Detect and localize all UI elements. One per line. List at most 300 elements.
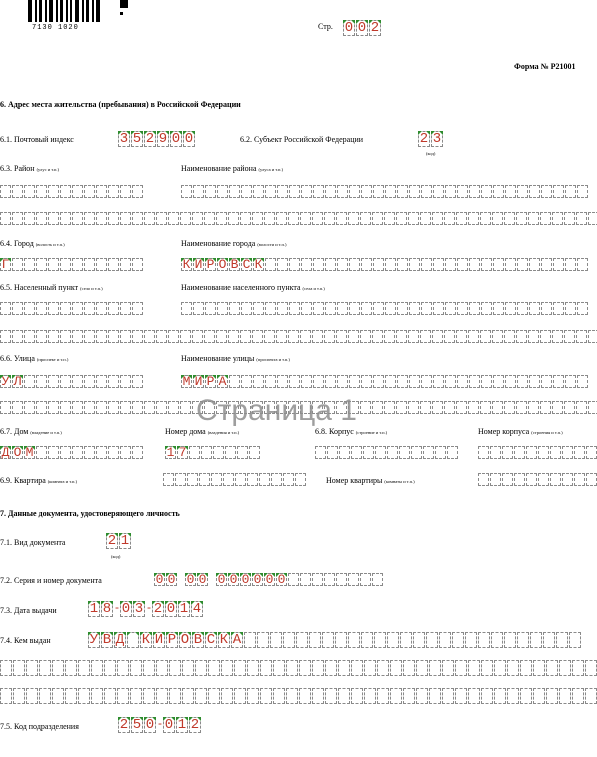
char-cell[interactable]: 2 — [119, 717, 129, 733]
char-cell[interactable] — [253, 375, 264, 388]
char-cell[interactable] — [397, 375, 408, 388]
char-cell[interactable] — [228, 330, 239, 343]
char-cell[interactable] — [84, 375, 95, 388]
char-cell[interactable] — [312, 573, 323, 586]
char-cell[interactable] — [360, 573, 371, 586]
char-cell[interactable] — [385, 302, 396, 315]
char-cell[interactable] — [193, 185, 204, 198]
char-cell[interactable] — [372, 330, 383, 343]
char-cell[interactable]: 8 — [102, 601, 112, 617]
apartment-number-field[interactable] — [478, 473, 597, 486]
char-cell[interactable] — [96, 258, 107, 271]
char-cell[interactable] — [444, 212, 455, 225]
char-cell[interactable]: И — [154, 632, 164, 648]
char-cell[interactable] — [505, 185, 516, 198]
char-cell[interactable] — [132, 212, 143, 225]
street-type-field[interactable] — [0, 375, 144, 388]
char-cell[interactable] — [276, 212, 287, 225]
char-cell[interactable] — [469, 302, 480, 315]
char-cell[interactable] — [72, 446, 83, 459]
char-cell[interactable] — [396, 212, 407, 225]
char-cell[interactable] — [420, 330, 431, 343]
char-cell[interactable] — [564, 401, 575, 414]
char-cell[interactable] — [273, 660, 285, 676]
char-cell[interactable] — [372, 401, 383, 414]
char-cell[interactable] — [52, 688, 64, 704]
char-cell[interactable] — [373, 302, 384, 315]
char-cell[interactable] — [195, 688, 207, 704]
char-cell[interactable] — [300, 573, 311, 586]
char-cell[interactable] — [96, 401, 107, 414]
char-cell[interactable] — [400, 632, 412, 648]
char-cell[interactable] — [277, 302, 288, 315]
char-cell[interactable] — [456, 401, 467, 414]
char-cell[interactable] — [168, 330, 179, 343]
char-cell[interactable] — [541, 375, 552, 388]
char-cell[interactable]: 2 — [419, 131, 429, 147]
char-cell[interactable] — [552, 330, 563, 343]
char-cell[interactable]: 0 — [277, 572, 286, 587]
char-cell[interactable] — [12, 185, 23, 198]
char-cell[interactable] — [517, 632, 529, 648]
division-code-field[interactable]: 2 5 0 - 0 1 2 — [119, 716, 200, 733]
char-cell[interactable] — [265, 185, 276, 198]
char-cell[interactable] — [72, 330, 83, 343]
char-cell[interactable] — [553, 375, 564, 388]
char-cell[interactable] — [182, 660, 194, 676]
char-cell[interactable] — [338, 688, 350, 704]
char-cell[interactable] — [12, 212, 23, 225]
char-cell[interactable] — [132, 401, 143, 414]
char-cell[interactable] — [204, 330, 215, 343]
char-cell[interactable] — [143, 688, 155, 704]
char-cell[interactable]: 3 — [432, 131, 442, 147]
char-cell[interactable] — [301, 302, 312, 315]
char-cell[interactable] — [52, 660, 64, 676]
char-cell[interactable] — [432, 330, 443, 343]
char-cell[interactable] — [553, 258, 564, 271]
char-cell[interactable] — [574, 446, 585, 459]
char-cell[interactable] — [445, 185, 456, 198]
char-cell[interactable] — [530, 632, 542, 648]
char-cell[interactable] — [543, 632, 555, 648]
char-cell[interactable] — [385, 375, 396, 388]
char-cell[interactable] — [60, 375, 71, 388]
char-cell[interactable] — [65, 688, 77, 704]
char-cell[interactable] — [564, 212, 575, 225]
char-cell[interactable] — [312, 212, 323, 225]
char-cell[interactable] — [252, 330, 263, 343]
char-cell[interactable] — [313, 185, 324, 198]
char-cell[interactable] — [469, 258, 480, 271]
char-cell[interactable] — [481, 302, 492, 315]
char-cell[interactable] — [270, 632, 282, 648]
char-cell[interactable] — [72, 258, 83, 271]
char-cell[interactable] — [168, 212, 179, 225]
char-cell[interactable] — [204, 212, 215, 225]
char-cell[interactable] — [309, 632, 321, 648]
char-cell[interactable] — [577, 375, 588, 388]
city-name-field[interactable] — [181, 258, 589, 271]
char-cell[interactable] — [180, 212, 191, 225]
char-cell[interactable] — [240, 212, 251, 225]
char-cell[interactable] — [91, 688, 103, 704]
char-cell[interactable] — [315, 446, 326, 459]
district-type-field[interactable] — [0, 185, 144, 198]
char-cell[interactable]: Г — [1, 257, 10, 272]
char-cell[interactable]: 0 — [164, 717, 174, 733]
char-cell[interactable] — [36, 330, 47, 343]
char-cell[interactable] — [205, 185, 216, 198]
char-cell[interactable] — [447, 446, 458, 459]
char-cell[interactable] — [585, 688, 597, 704]
char-cell[interactable] — [421, 375, 432, 388]
char-cell[interactable] — [217, 302, 228, 315]
char-cell[interactable] — [372, 212, 383, 225]
doc-type-field[interactable] — [106, 533, 132, 549]
char-cell[interactable] — [221, 688, 233, 704]
char-cell[interactable] — [120, 212, 131, 225]
locality-type-field[interactable] — [0, 302, 144, 315]
char-cell[interactable] — [452, 632, 464, 648]
char-cell[interactable] — [39, 660, 51, 676]
char-cell[interactable] — [541, 302, 552, 315]
char-cell[interactable] — [271, 473, 282, 486]
char-cell[interactable] — [244, 632, 256, 648]
char-cell[interactable] — [565, 302, 576, 315]
char-cell[interactable] — [60, 302, 71, 315]
char-cell[interactable] — [416, 688, 428, 704]
char-cell[interactable] — [288, 573, 299, 586]
char-cell[interactable] — [163, 473, 174, 486]
char-cell[interactable] — [265, 375, 276, 388]
issued-by-row-2[interactable] — [0, 660, 597, 676]
char-cell[interactable]: 1 — [179, 601, 189, 617]
char-cell[interactable] — [132, 185, 143, 198]
char-cell[interactable] — [108, 446, 119, 459]
char-cell[interactable] — [520, 660, 532, 676]
char-cell[interactable] — [104, 688, 116, 704]
char-cell[interactable] — [156, 330, 167, 343]
char-cell[interactable] — [516, 212, 527, 225]
char-cell[interactable] — [492, 401, 503, 414]
char-cell[interactable] — [409, 302, 420, 315]
char-cell[interactable] — [541, 185, 552, 198]
char-cell[interactable] — [468, 212, 479, 225]
char-cell[interactable] — [234, 688, 246, 704]
char-cell[interactable]: С — [242, 257, 251, 272]
char-cell[interactable] — [247, 473, 258, 486]
char-cell[interactable] — [502, 446, 513, 459]
char-cell[interactable] — [432, 401, 443, 414]
char-cell[interactable] — [96, 375, 107, 388]
char-cell[interactable] — [491, 632, 503, 648]
char-cell[interactable] — [546, 660, 558, 676]
char-cell[interactable] — [192, 212, 203, 225]
char-cell[interactable] — [384, 330, 395, 343]
char-cell[interactable] — [0, 330, 11, 343]
char-cell[interactable] — [576, 212, 587, 225]
char-cell[interactable]: С — [206, 632, 216, 648]
char-cell[interactable] — [433, 302, 444, 315]
char-cell[interactable] — [493, 258, 504, 271]
char-cell[interactable]: 0 — [344, 20, 354, 36]
char-cell[interactable] — [457, 258, 468, 271]
char-cell[interactable]: 9 — [158, 131, 168, 147]
char-cell[interactable] — [533, 660, 545, 676]
char-cell[interactable] — [26, 660, 38, 676]
char-cell[interactable]: 4 — [192, 601, 202, 617]
char-cell[interactable] — [493, 302, 504, 315]
char-cell[interactable]: В — [102, 632, 112, 648]
char-cell[interactable] — [117, 688, 129, 704]
char-cell[interactable] — [216, 212, 227, 225]
char-cell[interactable] — [0, 212, 11, 225]
char-cell[interactable] — [559, 660, 571, 676]
char-cell[interactable] — [132, 258, 143, 271]
char-cell[interactable] — [84, 446, 95, 459]
char-cell[interactable] — [426, 632, 438, 648]
char-cell[interactable]: 0 — [166, 601, 176, 617]
char-cell[interactable] — [564, 330, 575, 343]
char-cell[interactable]: Р — [206, 257, 215, 272]
char-cell[interactable] — [349, 185, 360, 198]
char-cell[interactable] — [337, 258, 348, 271]
char-cell[interactable] — [445, 258, 456, 271]
char-cell[interactable] — [300, 212, 311, 225]
char-cell[interactable] — [12, 258, 23, 271]
char-cell[interactable] — [517, 375, 528, 388]
char-cell[interactable] — [360, 401, 371, 414]
char-cell[interactable] — [301, 185, 312, 198]
char-cell[interactable] — [385, 185, 396, 198]
char-cell[interactable] — [264, 330, 275, 343]
char-cell[interactable]: А — [218, 374, 227, 389]
char-cell[interactable] — [468, 688, 480, 704]
char-cell[interactable] — [481, 375, 492, 388]
char-cell[interactable]: 0 — [357, 20, 367, 36]
char-cell[interactable] — [528, 401, 539, 414]
char-cell[interactable] — [348, 632, 360, 648]
city-type-field[interactable] — [0, 258, 144, 271]
char-cell[interactable] — [469, 375, 480, 388]
char-cell[interactable] — [423, 446, 434, 459]
char-cell[interactable] — [325, 258, 336, 271]
char-cell[interactable] — [120, 258, 131, 271]
char-cell[interactable] — [336, 212, 347, 225]
char-cell[interactable] — [455, 688, 467, 704]
char-cell[interactable] — [108, 401, 119, 414]
char-cell[interactable] — [572, 688, 584, 704]
char-cell[interactable] — [72, 185, 83, 198]
char-cell[interactable]: Л — [13, 374, 22, 389]
char-cell[interactable] — [213, 446, 224, 459]
char-cell[interactable] — [0, 660, 12, 676]
char-cell[interactable] — [569, 632, 581, 648]
char-cell[interactable] — [504, 330, 515, 343]
char-cell[interactable] — [24, 330, 35, 343]
char-cell[interactable]: М — [182, 374, 191, 389]
char-cell[interactable] — [337, 375, 348, 388]
char-cell[interactable] — [390, 688, 402, 704]
char-cell[interactable]: 0 — [253, 572, 262, 587]
char-cell[interactable] — [533, 688, 545, 704]
char-cell[interactable] — [562, 473, 573, 486]
char-cell[interactable] — [514, 473, 525, 486]
locality-name-row-1[interactable] — [181, 302, 589, 315]
char-cell[interactable] — [325, 185, 336, 198]
char-cell[interactable]: К — [182, 257, 191, 272]
char-cell[interactable] — [72, 302, 83, 315]
char-cell[interactable] — [439, 632, 451, 648]
char-cell[interactable] — [322, 632, 334, 648]
char-cell[interactable] — [403, 660, 415, 676]
char-cell[interactable] — [577, 302, 588, 315]
char-cell[interactable] — [520, 688, 532, 704]
char-cell[interactable] — [253, 302, 264, 315]
char-cell[interactable] — [416, 660, 428, 676]
char-cell[interactable] — [120, 375, 131, 388]
apartment-type-field[interactable] — [163, 473, 307, 486]
char-cell[interactable] — [39, 688, 51, 704]
char-cell[interactable] — [577, 185, 588, 198]
char-cell[interactable] — [335, 632, 347, 648]
char-cell[interactable] — [84, 212, 95, 225]
char-cell[interactable] — [36, 401, 47, 414]
char-cell[interactable]: О — [218, 257, 227, 272]
char-cell[interactable]: 0 — [167, 572, 176, 587]
char-cell[interactable] — [469, 185, 480, 198]
char-cell[interactable] — [84, 258, 95, 271]
char-cell[interactable] — [336, 573, 347, 586]
char-cell[interactable]: 5 — [132, 717, 142, 733]
char-cell[interactable] — [205, 302, 216, 315]
char-cell[interactable] — [377, 688, 389, 704]
char-cell[interactable] — [216, 330, 227, 343]
char-cell[interactable] — [492, 330, 503, 343]
char-cell[interactable] — [24, 212, 35, 225]
char-cell[interactable] — [529, 302, 540, 315]
char-cell[interactable] — [299, 660, 311, 676]
char-cell[interactable] — [361, 375, 372, 388]
char-cell[interactable] — [189, 446, 200, 459]
char-cell[interactable] — [192, 330, 203, 343]
char-cell[interactable] — [516, 401, 527, 414]
char-cell[interactable] — [13, 660, 25, 676]
char-cell[interactable] — [48, 258, 59, 271]
char-cell[interactable]: И — [194, 257, 203, 272]
char-cell[interactable] — [504, 401, 515, 414]
char-cell[interactable] — [286, 660, 298, 676]
char-cell[interactable] — [538, 446, 549, 459]
char-cell[interactable] — [373, 258, 384, 271]
char-cell[interactable] — [259, 473, 270, 486]
char-cell[interactable] — [403, 688, 415, 704]
issued-by-row-1[interactable] — [88, 632, 582, 648]
char-cell[interactable] — [445, 302, 456, 315]
char-cell[interactable] — [408, 330, 419, 343]
char-cell[interactable] — [516, 330, 527, 343]
house-type-field[interactable] — [0, 446, 144, 459]
char-cell[interactable] — [433, 185, 444, 198]
char-cell[interactable]: 0 — [155, 572, 164, 587]
char-cell[interactable] — [540, 401, 551, 414]
char-cell[interactable] — [550, 446, 561, 459]
char-cell[interactable]: В — [193, 632, 203, 648]
char-cell[interactable] — [493, 185, 504, 198]
char-cell[interactable] — [217, 185, 228, 198]
char-cell[interactable]: А — [232, 632, 242, 648]
char-cell[interactable] — [60, 185, 71, 198]
char-cell[interactable] — [277, 185, 288, 198]
char-cell[interactable] — [78, 660, 90, 676]
char-cell[interactable] — [349, 258, 360, 271]
char-cell[interactable] — [559, 688, 571, 704]
char-cell[interactable] — [504, 212, 515, 225]
char-cell[interactable]: 0 — [186, 572, 195, 587]
char-cell[interactable] — [289, 185, 300, 198]
series-number-field[interactable] — [154, 573, 384, 586]
char-cell[interactable]: 3 — [134, 601, 144, 617]
char-cell[interactable] — [387, 446, 398, 459]
char-cell[interactable] — [169, 660, 181, 676]
char-cell[interactable] — [364, 660, 376, 676]
char-cell[interactable] — [409, 258, 420, 271]
char-cell[interactable] — [96, 212, 107, 225]
char-cell[interactable] — [286, 688, 298, 704]
char-cell[interactable] — [336, 330, 347, 343]
char-cell[interactable] — [143, 660, 155, 676]
char-cell[interactable]: 2 — [153, 601, 163, 617]
char-cell[interactable] — [208, 688, 220, 704]
char-cell[interactable]: 0 — [184, 131, 194, 147]
char-cell[interactable] — [574, 473, 585, 486]
char-cell[interactable] — [528, 330, 539, 343]
char-cell[interactable] — [201, 446, 212, 459]
char-cell[interactable] — [36, 258, 47, 271]
char-cell[interactable] — [444, 330, 455, 343]
char-cell[interactable] — [468, 330, 479, 343]
char-cell[interactable] — [478, 632, 490, 648]
char-cell[interactable] — [132, 375, 143, 388]
building-number-field[interactable] — [478, 446, 597, 459]
char-cell[interactable] — [313, 302, 324, 315]
char-cell[interactable]: К — [254, 257, 263, 272]
postal-index-field[interactable] — [118, 131, 196, 147]
char-cell[interactable] — [156, 212, 167, 225]
char-cell[interactable] — [429, 660, 441, 676]
char-cell[interactable] — [374, 632, 386, 648]
char-cell[interactable] — [235, 473, 246, 486]
char-cell[interactable] — [408, 212, 419, 225]
char-cell[interactable] — [132, 330, 143, 343]
char-cell[interactable] — [377, 660, 389, 676]
char-cell[interactable] — [588, 212, 597, 225]
char-cell[interactable] — [325, 660, 337, 676]
char-cell[interactable] — [132, 302, 143, 315]
char-cell[interactable] — [349, 375, 360, 388]
char-cell[interactable] — [432, 212, 443, 225]
char-cell[interactable] — [529, 375, 540, 388]
char-cell[interactable]: Д — [115, 632, 125, 648]
char-cell[interactable]: 1 — [166, 445, 175, 460]
char-cell[interactable] — [585, 660, 597, 676]
char-cell[interactable] — [48, 375, 59, 388]
char-cell[interactable] — [229, 375, 240, 388]
char-cell[interactable] — [565, 185, 576, 198]
char-cell[interactable] — [182, 688, 194, 704]
char-cell[interactable] — [540, 212, 551, 225]
